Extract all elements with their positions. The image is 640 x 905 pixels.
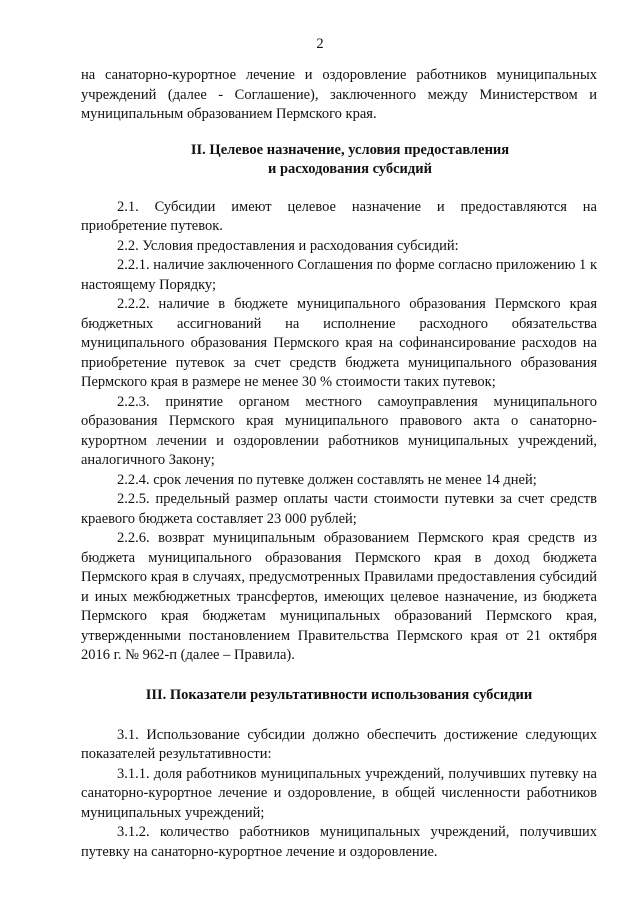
page-number: 2 (316, 36, 324, 52)
paragraph-2-2-6: 2.2.6. возврат муниципальным образованием Пермского края средств из бюджета муниципального образования Пермского края в доход бюджета Пермского края в случаях, предусмотренных Правилами предоставления субсидий и иных межбюджетных трансфертов, имеющих целевое назначение, из бюджета Пермского края бюджетам муниципальных образований Пермского края, утвержденными постановлением Правительства Пермского края от 21 октября 2016 г. № 962-п (далее – Правила). (81, 530, 597, 663)
paragraph-3-1-1: 3.1.1. доля работников муниципальных учреждений, получивших путевку на санаторно-курортное лечение и оздоровление, в общей численности работников муниципальных учреждений; (81, 765, 597, 821)
section-3-heading: III. Показатели результативности использования субсидии (145, 686, 533, 703)
paragraph-3-1-2: 3.1.2. количество работников муниципальных учреждений, получивших путевку на санаторно-курортное лечение и оздоровление. (81, 824, 597, 860)
section-2-heading-line-2: и расходования субсидий (268, 160, 432, 177)
intro-paragraph: на санаторно-курортное лечение и оздоровление работников муниципальных учреждений (далее - Соглашение), заключенного между Министерством и муниципальным образованием Пермского края. (81, 67, 597, 122)
paragraph-2-2-5: 2.2.5. предельный размер оплаты части стоимости путевки за счет средств краевого бюджета составляет 23 000 рублей; (81, 491, 597, 527)
paragraph-2-2-4: 2.2.4. срок лечения по путевке должен составлять не менее 14 дней; (117, 471, 537, 488)
paragraph-3-1: 3.1. Использование субсидии должно обеспечить достижение следующих показателей результативности: (81, 726, 597, 762)
paragraph-2-1: 2.1. Субсидии имеют целевое назначение и предоставляются на приобретение путевок. (81, 198, 597, 234)
paragraph-2-2-3: 2.2.3. принятие органом местного самоуправления муниципального образования Пермского края муниципального правового акта о санаторно-курортном лечении и оздоровлении работников муниципальных учреждений, аналогичного Закону; (81, 393, 597, 468)
paragraph-2-2-1: 2.2.1. наличие заключенного Соглашения по форме согласно приложению 1 к настоящему Порядку; (81, 257, 597, 293)
section-2-heading-line-1: II. Целевое назначение, условия предоставления (190, 141, 510, 158)
section-2-heading (81, 141, 597, 179)
document-body (81, 66, 597, 862)
paragraph-2-2: 2.2. Условия предоставления и расходования субсидий: (117, 237, 459, 254)
paragraph-2-2-2: 2.2.2. наличие в бюджете муниципального образования Пермского края бюджетных ассигнований на исполнение расходного обязательства муниципального образования Пермского края на софинансирование расходов на приобретение путевок за счет средств бюджета муниципального образования Пермского края в размере не менее 30 % стоимости таких путевок; (81, 296, 597, 390)
